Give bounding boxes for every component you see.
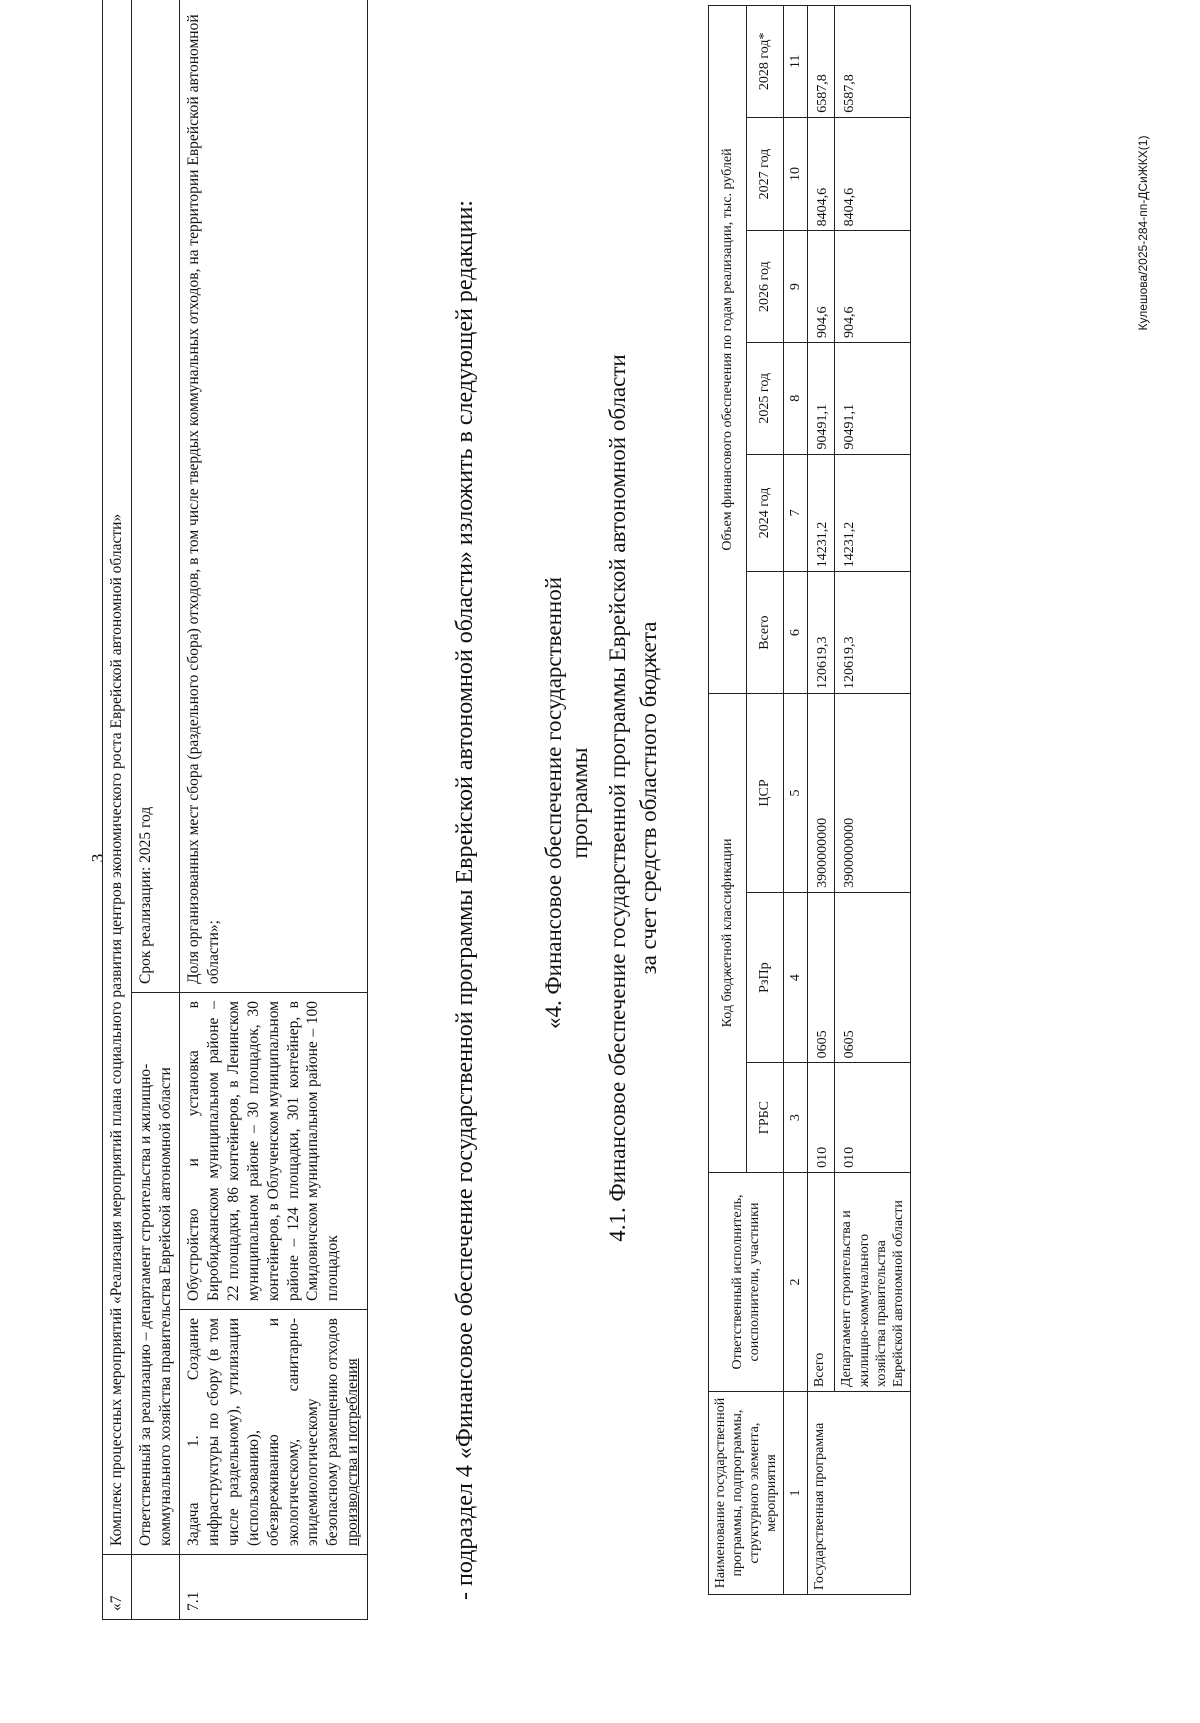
total-cell: 120619,3 xyxy=(835,572,910,694)
participant-cell: Всего xyxy=(808,1172,835,1391)
column-number: 6 xyxy=(784,572,808,694)
column-number: 11 xyxy=(784,6,808,118)
column-number: 10 xyxy=(784,117,808,231)
year-2024-cell: 14231,2 xyxy=(808,454,835,572)
header-responsible: Ответственный исполнитель, соисполнители, участники xyxy=(709,1172,784,1391)
header-2028: 2028 год* xyxy=(746,6,784,118)
header-name: Наименование государственной программы, подпрограммы, структурного элемента, мероприятия xyxy=(709,1392,784,1595)
term-cell: Срок реализации: 2025 год xyxy=(131,0,180,993)
header-budget-code: Код бюджетной классификации xyxy=(709,694,747,1173)
section-title: «4. Финансовое обеспечение государственной программы xyxy=(541,576,592,1030)
header-csr: ЦСР xyxy=(746,694,784,893)
header-2027: 2027 год xyxy=(746,117,784,231)
header-2024: 2024 год xyxy=(746,454,784,572)
csr-cell: 3900000000 xyxy=(808,694,835,893)
amendment-text: - подраздел 4 «Финансовое обеспечение государственной программы Еврейской автономной области» изложить в следующей редакции: xyxy=(452,200,478,1600)
table-row xyxy=(131,0,180,1620)
subsection-title xyxy=(602,273,664,1323)
column-number: 2 xyxy=(784,1172,808,1391)
row-number: 7.1 xyxy=(180,1555,367,1620)
task-cell xyxy=(180,1310,367,1555)
complex-title: Комплекс процессных мероприятий «Реализация мероприятий плана социального развития центров экономического роста Еврейской автономной области» xyxy=(103,0,132,1555)
csr-cell: 3900000000 xyxy=(835,694,910,893)
activities-table xyxy=(102,0,368,1620)
table-row xyxy=(103,0,132,1620)
task-text: Задача 1. Создание инфраструктуры по сбору (в том числе раздельному), утилизации (использованию), обезвреживанию и экологическому, санитарно-эпидемиологическому безопасному размещению отходов xyxy=(185,1318,342,1546)
header-2025: 2025 год xyxy=(746,342,784,454)
header-grbs: ГРБС xyxy=(746,1063,784,1173)
column-number: 8 xyxy=(784,342,808,454)
year-2028-cell: 6587,8 xyxy=(835,6,910,118)
financing-table xyxy=(708,5,911,1595)
grbs-cell: 010 xyxy=(808,1063,835,1173)
column-number-row xyxy=(784,6,808,1595)
header-2026: 2026 год xyxy=(746,231,784,343)
page-number: 3 xyxy=(88,853,107,863)
year-2025-cell: 90491,1 xyxy=(835,342,910,454)
rzpr-cell: 0605 xyxy=(808,892,835,1062)
subsection-title-line1: 4.1. Финансовое обеспечение государственной программы Еврейской автономной области xyxy=(605,354,630,1242)
subsection-title-line2: за счет средств областного бюджета xyxy=(636,621,662,975)
header-rzpr: РзПр xyxy=(746,892,784,1062)
year-2027-cell: 8404,6 xyxy=(835,117,910,231)
complex-number: «7 xyxy=(103,1555,132,1620)
year-2025-cell: 90491,1 xyxy=(808,342,835,454)
year-2026-cell: 904,6 xyxy=(835,231,910,343)
participant-cell: Департамент строительства и жилищно-коммунального хозяйства правительства Еврейской автономной области xyxy=(835,1172,910,1391)
column-number: 5 xyxy=(784,694,808,893)
header-total: Всего xyxy=(746,572,784,694)
measure-cell: Обустройство и установка в Биробиджанском муниципальном районе – 22 площадки, 86 контейнеров, в Ленинском муниципальном районе – 30 площадок, 30 контейнеров, в Облученском муниципальном районе – 124 площадки, 301 контейнер, в Смидовичском муниципальном районе – 100 площадок xyxy=(180,993,367,1310)
indicator-cell: Доля организованных мест сбора (раздельного сбора) отходов, в том числе твердых коммунальных отходов, на территории Еврейской автономной области»; xyxy=(180,0,367,993)
table-row xyxy=(180,0,367,1620)
responsible-cell: Ответственный за реализацию – департамент строительства и жилищно-коммунального хозяйства правительства Еврейской автономной области xyxy=(131,993,180,1555)
rzpr-cell: 0605 xyxy=(835,892,910,1062)
task-text-tail: производства и потребления xyxy=(344,1358,362,1546)
table-row xyxy=(835,6,910,1595)
year-2028-cell: 6587,8 xyxy=(808,6,835,118)
year-2026-cell: 904,6 xyxy=(808,231,835,343)
column-number: 4 xyxy=(784,892,808,1062)
document-reference: Кулешова/2025-284-пп-ДСиЖКХ(1) xyxy=(1136,135,1150,331)
table-header-row xyxy=(709,6,747,1595)
header-volume: Объем финансового обеспечения по годам реализации, тыс. рублей xyxy=(709,6,747,694)
grbs-cell: 010 xyxy=(835,1063,910,1173)
column-number: 1 xyxy=(784,1392,808,1595)
column-number: 9 xyxy=(784,231,808,343)
column-number: 3 xyxy=(784,1063,808,1173)
year-2027-cell: 8404,6 xyxy=(808,117,835,231)
program-name: Государственная программа xyxy=(808,1392,910,1595)
total-cell: 120619,3 xyxy=(808,572,835,694)
year-2024-cell: 14231,2 xyxy=(835,454,910,572)
column-number: 7 xyxy=(784,454,808,572)
table-row xyxy=(808,6,835,1595)
